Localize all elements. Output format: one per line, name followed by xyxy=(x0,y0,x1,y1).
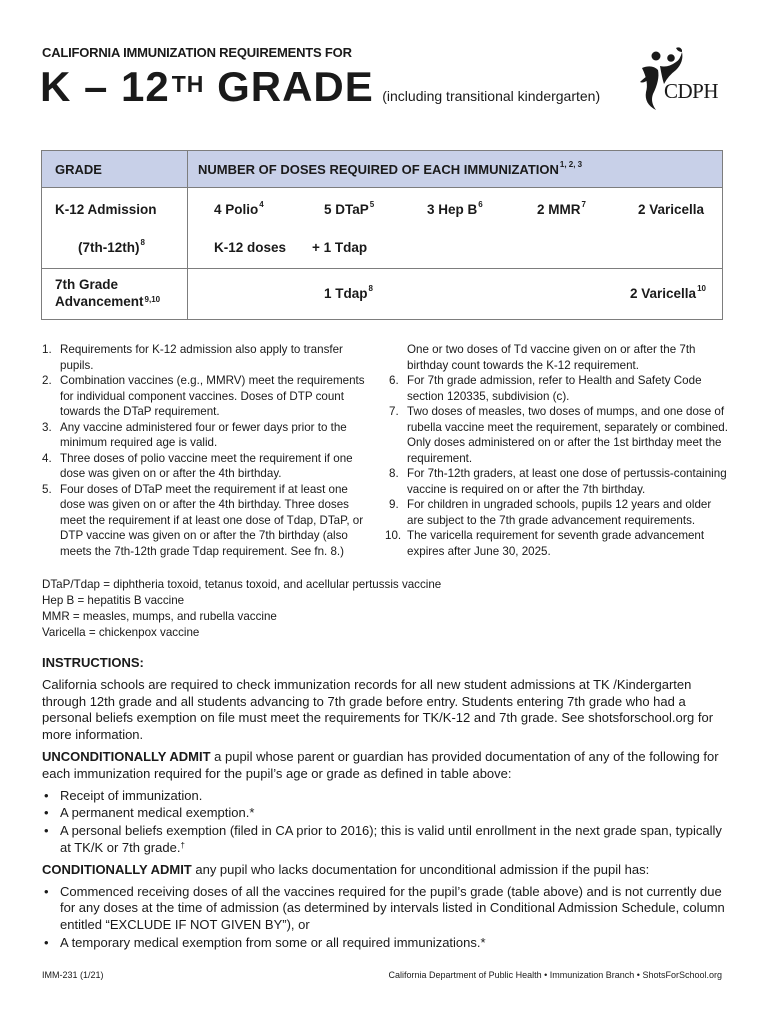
footer-form-id: IMM-231 (1/21) xyxy=(42,970,104,980)
dose-tdap-7th: 1 Tdap$^8$ xyxy=(324,284,373,301)
grade-7-12: $(7th-12th)^8$ xyxy=(78,238,145,255)
abbreviation-line: DTaP/Tdap = diphtheria toxoid, tetanus toxoid, and acellular pertussis vaccine xyxy=(42,578,442,591)
conditional-admit-list xyxy=(42,884,732,952)
title-main: K – 12TH GRADE xyxy=(40,63,374,110)
list-item: • A personal beliefs exemption (filed in CA prior to 2016); this is valid until enrollment in the next grade span, typically at TK/K or 7th grade.† xyxy=(42,823,732,857)
list-item: • A permanent medical exemption.* xyxy=(42,805,732,822)
footnotes-left xyxy=(42,342,372,559)
instructions-intro: California schools are required to check immunization records for all new student admissions at TK /Kindergarten through 12th grade and all students advancing to 7th grade before entry. Students entering 7th grade who had a personal beliefs exemption on file must meet the requirements for TK/K-12 and 7th grade. See shotsforschool.org for more information. xyxy=(42,676,714,743)
footnote-item: 3. Any vaccine administered four or fewer days prior to the minimum required age is valid. xyxy=(42,420,347,449)
header-doses: NUMBER OF DOSES REQUIRED OF EACH IMMUNIZATION$^{1, 2, 3}$ xyxy=(198,160,583,177)
column-divider xyxy=(187,151,188,187)
footnote-item: 8. For 7th-12th graders, at least one dose of pertussis-containing vaccine is required on or after the 7th birthday. xyxy=(389,467,727,496)
footnote-item: 10. The varicella requirement for seventh grade advancement expires after June 30, 2025. xyxy=(385,529,705,558)
dose-varicella-7th: 2 Varicella$^{10}$ xyxy=(630,284,706,301)
table-row-7th-advancement xyxy=(42,269,722,319)
footnote-item: 6. For 7th grade admission, refer to Health and Safety Code section 120335, subdivision (c). xyxy=(389,374,702,403)
logo-text: CDPH xyxy=(664,79,719,103)
list-item: • Receipt of immunization. xyxy=(42,788,732,805)
dose-k12-doses: K-12 doses xyxy=(214,240,287,255)
conditional-admit-paragraph: CONDITIONALLY ADMIT any pupil who lacks documentation for unconditional admission if the pupil has: xyxy=(42,861,650,877)
column-divider xyxy=(187,188,188,268)
dose-polio: 4 Polio$^4$ xyxy=(214,200,264,217)
header-grade: GRADE xyxy=(55,162,102,177)
dose-plus-tdap: + 1 Tdap xyxy=(312,240,368,255)
table-header-row xyxy=(42,151,722,188)
dose-hepb: 3 Hep $B^6$ xyxy=(427,200,483,217)
unconditional-admit-list xyxy=(42,788,732,857)
instructions-heading: INSTRUCTIONS: xyxy=(42,655,144,670)
footer-publisher: California Department of Public Health • Immunization Branch • ShotsForSchool.org xyxy=(388,970,722,980)
footnote-item: 9. For children in ungraded schools, pupils 12 years and older are subject to the 7th grade advancement requirements. xyxy=(389,498,712,527)
header-kicker: CALIFORNIA IMMUNIZATION REQUIREMENTS FOR xyxy=(42,45,352,60)
unconditional-admit-paragraph: UNCONDITIONALLY ADMIT a pupil whose parent or guardian has provided documentation of any of the following for each immunization required for the pupil’s age or grade as defined in table above: xyxy=(42,748,719,781)
title-superscript: TH xyxy=(171,71,205,97)
footnote-item: 7. Two doses of measles, two doses of mumps, and one dose of rubella vaccine meet the requirement, separately or combined. Only doses administered on or after the 1st birthday meet the requirement. xyxy=(389,405,728,465)
footnote-item: 1. Requirements for K-12 admission also apply to transfer pupils. xyxy=(42,343,343,372)
footnote-item: 5. Four doses of DTaP meet the requirement if at least one dose was given on or after the 4th birthday. Three doses meet the requirement if at least one dose of Tdap, DTaP, or DTP vaccine was given on or after the 7th birthday (also meets the 7th-12th grade Tdap requirement. See fn. 8.) xyxy=(42,482,364,558)
requirements-table xyxy=(41,150,723,320)
dose-dtap: 5 DTaP$^5$ xyxy=(324,200,375,217)
footnote-item: 2. Combination vaccines (e.g., MMRV) meet the requirements for individual component vaccines. Doses of DTP count towards the DTaP requirement. xyxy=(42,374,365,418)
abbreviations xyxy=(42,577,441,641)
table-row-k12 xyxy=(42,188,722,269)
list-item: • A temporary medical exemption from some or all required immunizations.* xyxy=(42,935,732,952)
abbreviation-line: Hep B = hepatitis B vaccine xyxy=(42,594,185,607)
abbreviation-line: MMR = measles, mumps, and rubella vaccine xyxy=(42,610,277,623)
footnote-item: 4. Three doses of polio vaccine meet the requirement if one dose was given on or after the 4th birthday. xyxy=(42,451,353,480)
grade-k12-admission: K-12 Admission xyxy=(55,202,157,217)
footnote-continuation: One or two doses of Td vaccine given on or after the 7th birthday count towards the K-12 requirement. xyxy=(407,343,696,372)
footnotes-right xyxy=(385,342,729,559)
abbreviation-line: Varicella = chickenpox vaccine xyxy=(42,626,200,639)
page-title xyxy=(40,62,600,112)
list-item: • Commenced receiving doses of all the vaccines required for the pupil’s grade (table above) and is not currently due for any doses at the time of admission (as determined by intervals listed in Conditional Admission Schedule, column entitled “EXCLUDE IF NOT GIVEN BY”), or xyxy=(42,884,732,934)
dose-varicella: 2 Varicella xyxy=(638,202,705,217)
instructions-section xyxy=(42,655,732,957)
column-divider xyxy=(187,269,188,319)
grade-7th-advancement: 7th Grade Advancement$^{9,10}$ xyxy=(55,277,161,309)
title-subtitle: (including transitional kindergarten) xyxy=(382,88,601,104)
dose-mmr: 2 MMR$^7$ xyxy=(537,200,586,217)
